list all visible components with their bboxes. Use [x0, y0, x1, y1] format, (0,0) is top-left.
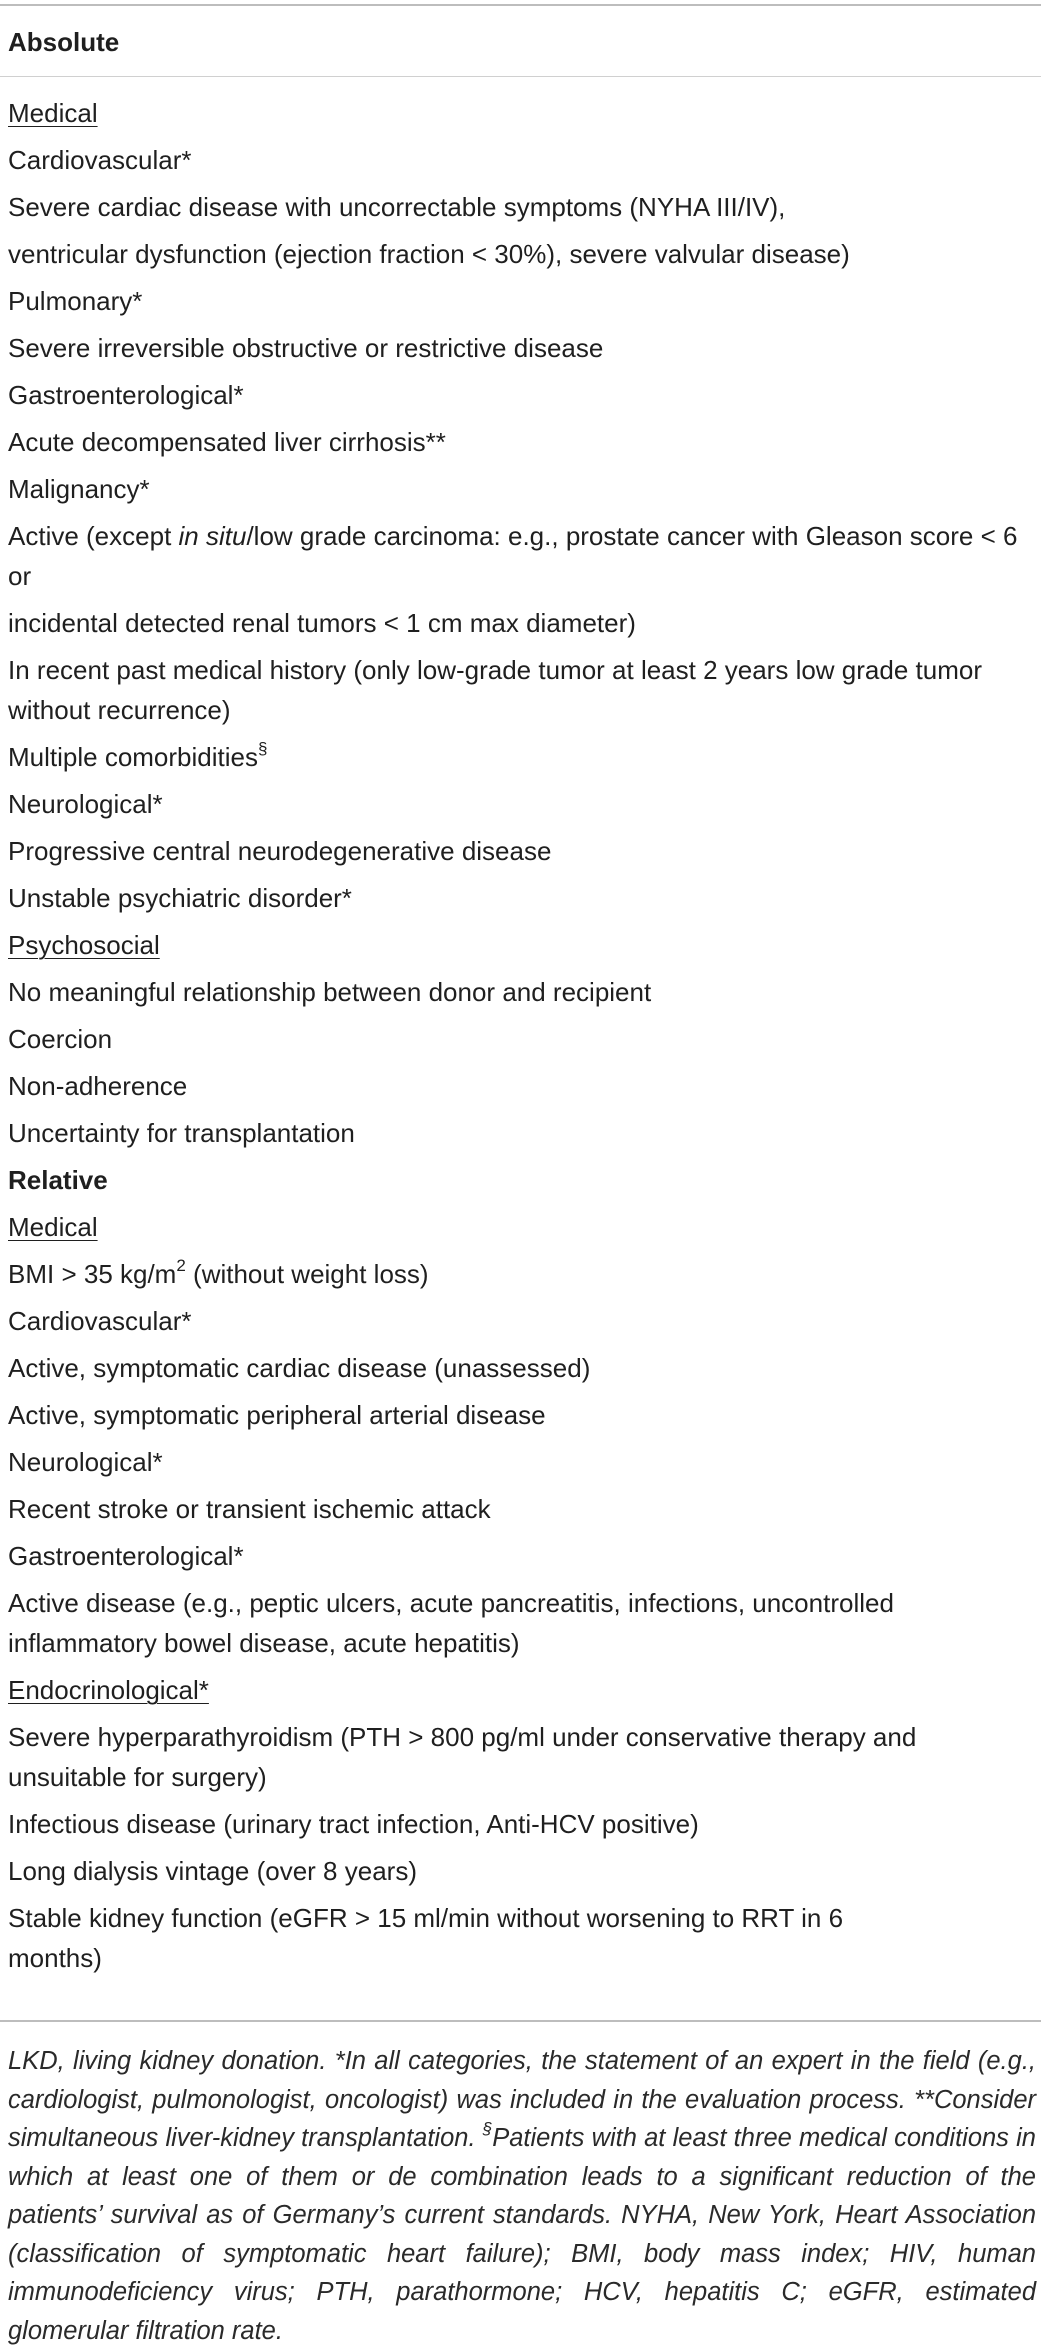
category-psychosocial: Psychosocial [8, 930, 160, 960]
table-row: incidental detected renal tumors < 1 cm max diameter) [8, 608, 636, 638]
table-row: Infectious disease (urinary tract infection, Anti-HCV positive) [8, 1809, 699, 1839]
table-row: Uncertainty for transplantation [8, 1118, 355, 1148]
category-medical: Medical [8, 98, 98, 128]
table-row: Progressive central neurodegenerative disease [8, 836, 552, 866]
table-row: Acute decompensated liver cirrhosis** [8, 427, 446, 457]
table-row: In recent past medical history (only low-grade tumor at least 2 years low grade tumor without recurrence) [8, 655, 982, 725]
subcategory-malignancy: Malignancy* [8, 474, 150, 504]
table-row: Multiple comorbidities§ [8, 739, 268, 772]
table-row: Coercion [8, 1024, 113, 1054]
table-row: BMI > 35 $kg/m^2$ (without weight loss) [8, 1256, 429, 1289]
table-row: Severe cardiac disease with uncorrectable symptoms (NYHA III/IV), [8, 192, 786, 222]
table-row: Active, symptomatic cardiac disease (unassessed) [8, 1353, 591, 1383]
subcategory-cardiovascular-relative: Cardiovascular* [8, 1306, 192, 1336]
category-endocrinological: Endocrinological* [8, 1675, 209, 1705]
subcategory-cardiovascular: Cardiovascular* [8, 145, 192, 175]
table-row: Recent stroke or transient ischemic attack [8, 1494, 491, 1524]
subcategory-pulmonary: Pulmonary* [8, 286, 143, 316]
subcategory-gastroenterological-relative: Gastroenterological* [8, 1541, 244, 1571]
table-row: Active, symptomatic peripheral arterial disease [8, 1400, 546, 1430]
subcategory-neurological-relative: Neurological* [8, 1447, 163, 1477]
table-footnote: LKD, living kidney donation. *In all categories, the statement of an expert in the field (e.g., cardiologist, pulmonologist, oncologist) was included in the evaluation process. **Consider simultaneous liver-kidney transplantation. §Patients with at least three medical conditions in which at least one of them or de combination leads to a significant reduction of the patients’ survival as of Germany’s current standards. NYHA, New York, Heart Association (classification of symptomatic heart failure); BMI, body mass index; HIV, human immunodeficiency virus; PTH, parathormone; HCV, hepatitis C; eGFR, estimated glomerular filtration rate. [8, 2047, 1036, 2345]
subcategory-neurological: Neurological* [8, 789, 163, 819]
header-divider [0, 76, 1041, 77]
table-top-rule [0, 4, 1041, 6]
table-row: Non-adherence [8, 1071, 188, 1101]
category-medical-relative: Medical [8, 1212, 98, 1242]
table-row: Stable kidney function (eGFR > 15 ml/min without worsening to RRT in 6 months) [8, 1903, 844, 1973]
table-bottom-rule [0, 2020, 1041, 2022]
table-row: Unstable psychiatric disorder* [8, 883, 352, 913]
table-row: No meaningful relationship between donor and recipient [8, 977, 652, 1007]
table-row: Severe irreversible obstructive or restrictive disease [8, 333, 604, 363]
table-row: Severe hyperparathyroidism (PTH > 800 pg/ml under conservative therapy and unsuitable for surgery) [8, 1722, 917, 1792]
table-row: Long dialysis vintage (over 8 years) [8, 1856, 417, 1886]
section-heading-relative: Relative [8, 1165, 108, 1195]
section-heading-absolute: Absolute [8, 27, 120, 57]
subcategory-gastroenterological: Gastroenterological* [8, 380, 244, 410]
table-row: Active (except in situ/low grade carcinoma: e.g., prostate cancer with Gleason score < 6 or [8, 521, 1018, 591]
table-row: Active disease (e.g., peptic ulcers, acute pancreatitis, infections, uncontrolled inflammatory bowel disease, acute hepatitis) [8, 1588, 894, 1658]
table-row: ventricular dysfunction (ejection fraction < 30%), severe valvular disease) [8, 239, 850, 269]
